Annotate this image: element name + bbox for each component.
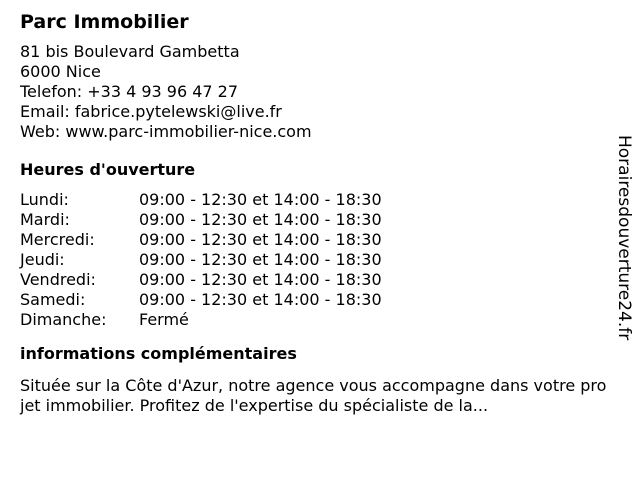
day-label: Mardi: xyxy=(20,210,70,229)
site-watermark xyxy=(612,135,636,375)
info-heading: informations complémentaires xyxy=(20,344,297,363)
watermark-text: Horairesdouverture24.fr xyxy=(614,135,634,341)
hours-row-dimanche xyxy=(20,310,610,330)
address-city: 6000 Nice xyxy=(20,62,101,81)
phone-line: Telefon: +33 4 93 96 47 27 xyxy=(20,82,239,101)
business-name: Parc Immobilier xyxy=(20,11,189,33)
hours-row-mardi xyxy=(20,210,610,230)
info-description: Située sur la Côte d'Azur, notre agence vous accompagne dans votre projet immobilier. Profitez de l'expertise du spécialiste de la... xyxy=(20,376,607,415)
hours-heading: Heures d'ouverture xyxy=(20,160,196,179)
day-label: Samedi: xyxy=(20,290,86,309)
day-hours: 09:00 - 12:30 et 14:00 - 18:30 xyxy=(139,230,382,249)
day-hours: 09:00 - 12:30 et 14:00 - 18:30 xyxy=(139,270,382,289)
day-hours: Fermé xyxy=(139,310,189,329)
web-line: Web: www.parc-immobilier-nice.com xyxy=(20,122,312,141)
day-label: Jeudi: xyxy=(20,250,65,269)
hours-row-mercredi xyxy=(20,230,610,250)
hours-row-vendredi xyxy=(20,270,610,290)
business-card xyxy=(20,10,610,416)
hours-table xyxy=(20,190,610,330)
day-label: Mercredi: xyxy=(20,230,95,249)
email-line: Email: fabrice.pytelewski@live.fr xyxy=(20,102,282,121)
day-label: Dimanche: xyxy=(20,310,107,329)
address-street: 81 bis Boulevard Gambetta xyxy=(20,42,240,61)
day-label: Vendredi: xyxy=(20,270,96,289)
day-hours: 09:00 - 12:30 et 14:00 - 18:30 xyxy=(139,290,382,309)
hours-row-samedi xyxy=(20,290,610,310)
hours-row-jeudi xyxy=(20,250,610,270)
day-hours: 09:00 - 12:30 et 14:00 - 18:30 xyxy=(139,250,382,269)
day-label: Lundi: xyxy=(20,190,69,209)
day-hours: 09:00 - 12:30 et 14:00 - 18:30 xyxy=(139,190,382,209)
day-hours: 09:00 - 12:30 et 14:00 - 18:30 xyxy=(139,210,382,229)
hours-row-lundi xyxy=(20,190,610,210)
